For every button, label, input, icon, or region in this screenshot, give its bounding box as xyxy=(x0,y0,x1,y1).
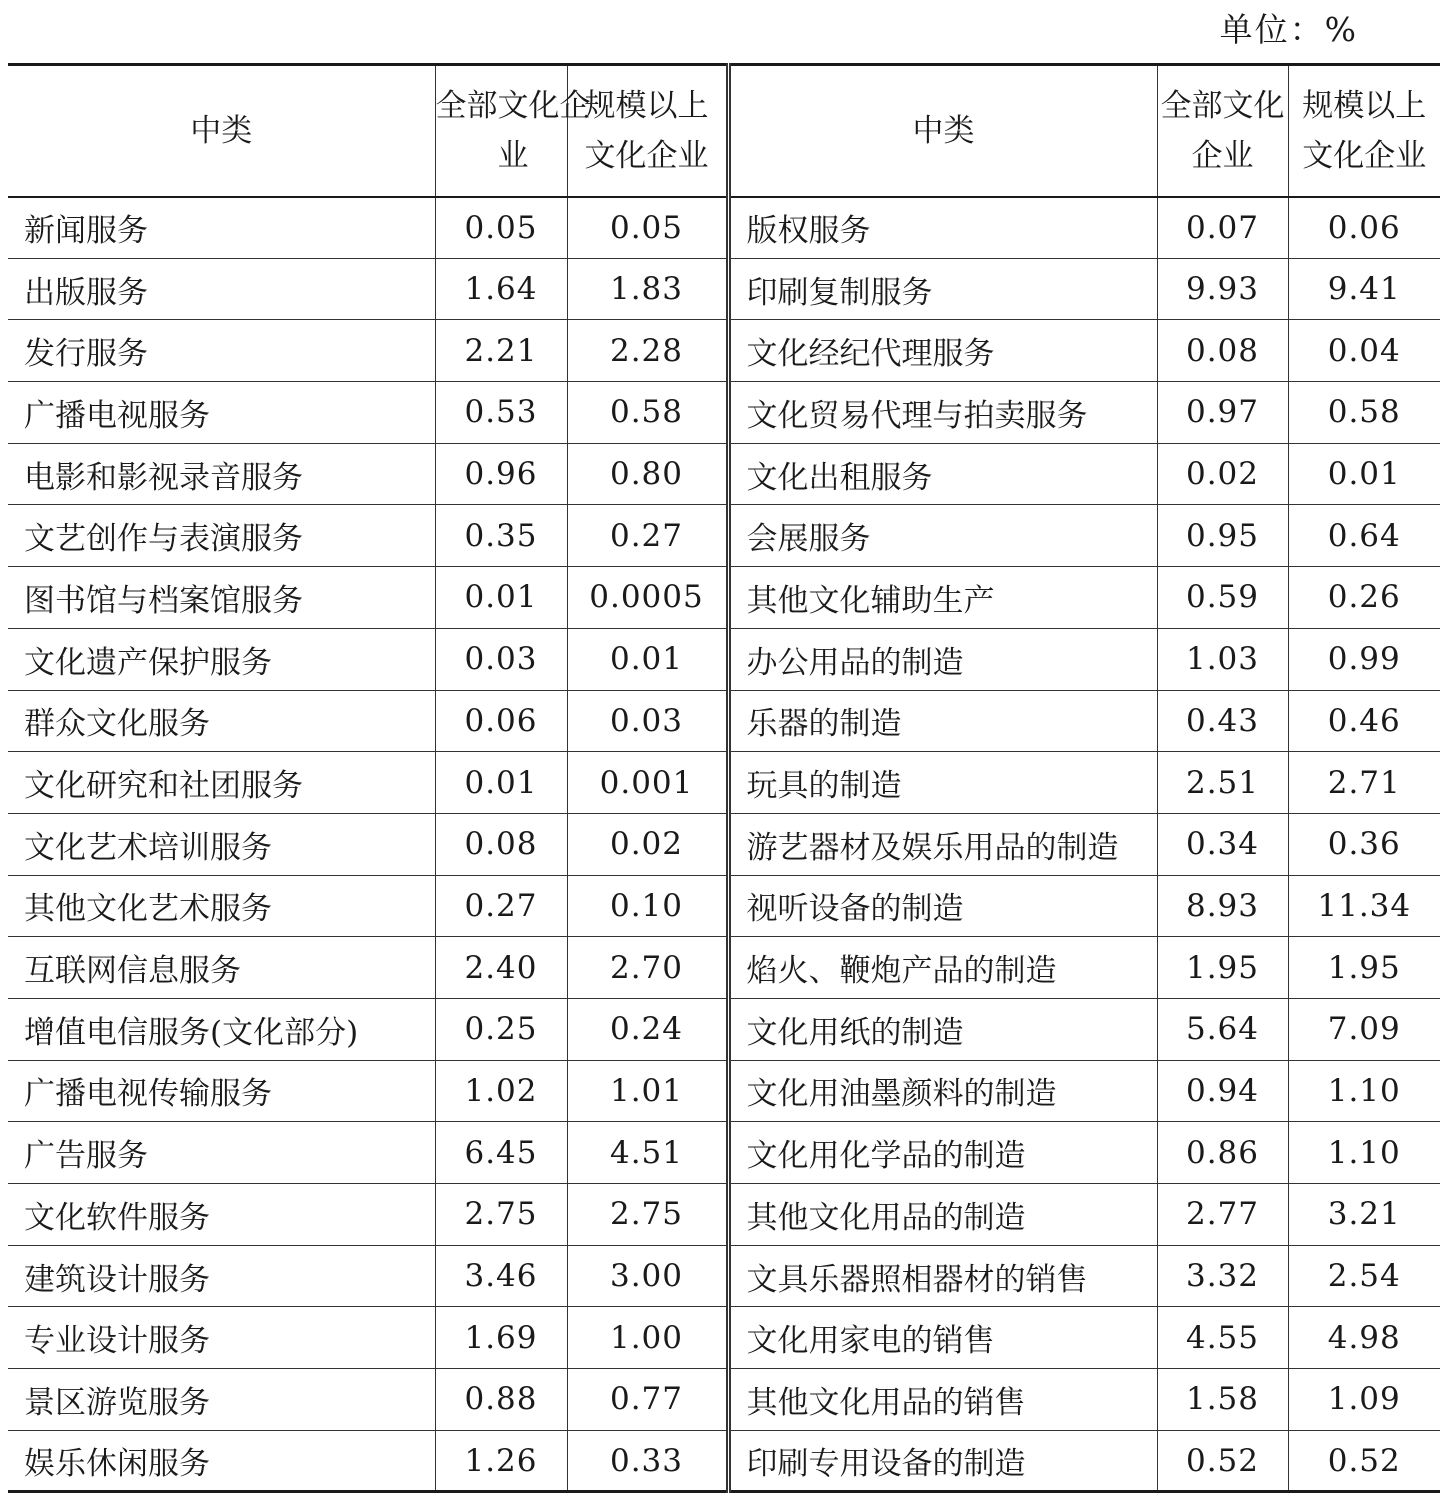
table-row xyxy=(8,197,1440,259)
right-above-scale-value: 4.98 xyxy=(1288,1307,1440,1369)
table-row xyxy=(8,1184,1440,1246)
right-all-value: 0.07 xyxy=(1157,197,1288,259)
left-all-value: 0.01 xyxy=(435,567,567,629)
left-all-value: 0.25 xyxy=(435,998,567,1060)
left-all-value: 0.35 xyxy=(435,505,567,567)
right-category-cell: 文化用油墨颜料的制造 xyxy=(728,1060,1157,1122)
right-above-scale-value: 1.10 xyxy=(1288,1122,1440,1184)
right-all-value: 0.97 xyxy=(1157,382,1288,444)
left-above-scale-value: 1.01 xyxy=(567,1060,728,1122)
right-above-scale-value: 0.01 xyxy=(1288,443,1440,505)
table-row xyxy=(8,1307,1440,1369)
table-row xyxy=(8,443,1440,505)
table-row xyxy=(8,1245,1440,1307)
right-above-scale-value: 0.58 xyxy=(1288,382,1440,444)
header-left-all xyxy=(435,65,591,197)
right-all-value: 9.93 xyxy=(1157,258,1288,320)
left-all-value: 1.64 xyxy=(435,258,567,320)
right-all-value: 1.58 xyxy=(1157,1369,1288,1431)
left-all-value: 0.27 xyxy=(435,875,567,937)
right-all-value: 0.59 xyxy=(1157,567,1288,629)
left-above-scale-value: 0.001 xyxy=(567,752,728,814)
left-above-scale-value: 2.70 xyxy=(567,937,728,999)
right-above-scale-value: 11.34 xyxy=(1288,875,1440,937)
left-all-value: 0.88 xyxy=(435,1369,567,1431)
left-category-cell: 文艺创作与表演服务 xyxy=(8,505,435,567)
right-all-value: 0.94 xyxy=(1157,1060,1288,1122)
right-category-cell: 文化出租服务 xyxy=(728,443,1157,505)
right-above-scale-value: 1.09 xyxy=(1288,1369,1440,1431)
table-body xyxy=(8,197,1440,1492)
table-row xyxy=(8,628,1440,690)
table-row xyxy=(8,1122,1440,1184)
left-above-scale-value: 0.33 xyxy=(567,1430,728,1492)
right-above-scale-value: 1.10 xyxy=(1288,1060,1440,1122)
left-above-scale-value: 0.27 xyxy=(567,505,728,567)
right-all-value: 0.86 xyxy=(1157,1122,1288,1184)
left-category-cell: 其他文化艺术服务 xyxy=(8,875,435,937)
right-category-cell: 会展服务 xyxy=(728,505,1157,567)
left-above-scale-value: 4.51 xyxy=(567,1122,728,1184)
left-category-cell: 群众文化服务 xyxy=(8,690,435,752)
right-category-cell: 办公用品的制造 xyxy=(728,628,1157,690)
right-above-scale-value: 0.26 xyxy=(1288,567,1440,629)
left-all-value: 2.40 xyxy=(435,937,567,999)
right-all-value: 0.43 xyxy=(1157,690,1288,752)
left-all-value: 0.03 xyxy=(435,628,567,690)
right-all-value: 3.32 xyxy=(1157,1245,1288,1307)
right-all-value: 0.34 xyxy=(1157,813,1288,875)
left-above-scale-value: 0.77 xyxy=(567,1369,728,1431)
right-all-value: 4.55 xyxy=(1157,1307,1288,1369)
left-category-cell: 发行服务 xyxy=(8,320,435,382)
table-row xyxy=(8,1369,1440,1431)
left-category-cell: 文化遗产保护服务 xyxy=(8,628,435,690)
header-left-category: 中类 xyxy=(8,65,435,197)
left-above-scale-value: 0.80 xyxy=(567,443,728,505)
left-above-scale-value: 0.05 xyxy=(567,197,728,259)
right-category-cell: 乐器的制造 xyxy=(728,690,1157,752)
left-category-cell: 出版服务 xyxy=(8,258,435,320)
right-above-scale-value: 0.46 xyxy=(1288,690,1440,752)
left-above-scale-value: 0.10 xyxy=(567,875,728,937)
left-all-value: 0.08 xyxy=(435,813,567,875)
right-category-cell: 文化用纸的制造 xyxy=(728,998,1157,1060)
left-category-cell: 图书馆与档案馆服务 xyxy=(8,567,435,629)
header-right-above-scale xyxy=(1288,65,1440,197)
table-row xyxy=(8,998,1440,1060)
header-left-above-scale xyxy=(567,65,728,197)
left-above-scale-value: 1.00 xyxy=(567,1307,728,1369)
left-category-cell: 建筑设计服务 xyxy=(8,1245,435,1307)
table-row xyxy=(8,382,1440,444)
table-row xyxy=(8,690,1440,752)
left-above-scale-value: 1.83 xyxy=(567,258,728,320)
left-category-cell: 娱乐休闲服务 xyxy=(8,1430,435,1492)
left-above-scale-value: 0.01 xyxy=(567,628,728,690)
right-all-value: 8.93 xyxy=(1157,875,1288,937)
table-row xyxy=(8,505,1440,567)
right-all-value: 0.02 xyxy=(1157,443,1288,505)
right-category-cell: 其他文化辅助生产 xyxy=(728,567,1157,629)
right-category-cell: 文化用家电的销售 xyxy=(728,1307,1157,1369)
table-row xyxy=(8,258,1440,320)
left-above-scale-value: 0.24 xyxy=(567,998,728,1060)
right-above-scale-value: 0.06 xyxy=(1288,197,1440,259)
header-right-all xyxy=(1157,65,1288,197)
left-category-cell: 增值电信服务(文化部分) xyxy=(8,998,435,1060)
right-category-cell: 文具乐器照相器材的销售 xyxy=(728,1245,1157,1307)
right-all-value: 0.95 xyxy=(1157,505,1288,567)
right-category-cell: 游艺器材及娱乐用品的制造 xyxy=(728,813,1157,875)
left-category-cell: 互联网信息服务 xyxy=(8,937,435,999)
right-above-scale-value: 0.99 xyxy=(1288,628,1440,690)
header-row xyxy=(8,65,1440,197)
left-category-cell: 广播电视服务 xyxy=(8,382,435,444)
right-all-value: 2.77 xyxy=(1157,1184,1288,1246)
header-right-above-scale-text: 规模以上文化企业 xyxy=(1302,87,1427,174)
left-category-cell: 文化艺术培训服务 xyxy=(8,813,435,875)
left-above-scale-value: 2.75 xyxy=(567,1184,728,1246)
right-category-cell: 版权服务 xyxy=(728,197,1157,259)
header-right-category: 中类 xyxy=(728,65,1157,197)
right-category-cell: 其他文化用品的销售 xyxy=(728,1369,1157,1431)
table-row xyxy=(8,752,1440,814)
right-category-cell: 文化用化学品的制造 xyxy=(728,1122,1157,1184)
left-above-scale-value: 0.58 xyxy=(567,382,728,444)
header-right-all-text: 全部文化企业 xyxy=(1160,87,1285,174)
left-above-scale-value: 0.0005 xyxy=(567,567,728,629)
data-table xyxy=(8,63,1440,1493)
left-category-cell: 广播电视传输服务 xyxy=(8,1060,435,1122)
left-all-value: 0.53 xyxy=(435,382,567,444)
right-above-scale-value: 9.41 xyxy=(1288,258,1440,320)
right-all-value: 0.08 xyxy=(1157,320,1288,382)
left-category-cell: 文化软件服务 xyxy=(8,1184,435,1246)
left-all-value: 2.75 xyxy=(435,1184,567,1246)
left-all-value: 1.26 xyxy=(435,1430,567,1492)
right-above-scale-value: 0.64 xyxy=(1288,505,1440,567)
table-row xyxy=(8,875,1440,937)
left-category-cell: 专业设计服务 xyxy=(8,1307,435,1369)
left-all-value: 0.01 xyxy=(435,752,567,814)
left-above-scale-value: 0.02 xyxy=(567,813,728,875)
right-all-value: 5.64 xyxy=(1157,998,1288,1060)
right-category-cell: 玩具的制造 xyxy=(728,752,1157,814)
table-row xyxy=(8,1430,1440,1492)
left-category-cell: 广告服务 xyxy=(8,1122,435,1184)
right-above-scale-value: 2.54 xyxy=(1288,1245,1440,1307)
left-all-value: 3.46 xyxy=(435,1245,567,1307)
right-above-scale-value: 0.04 xyxy=(1288,320,1440,382)
right-above-scale-value: 0.36 xyxy=(1288,813,1440,875)
right-all-value: 1.03 xyxy=(1157,628,1288,690)
left-all-value: 1.02 xyxy=(435,1060,567,1122)
header-left-all-text: 全部文化企业 xyxy=(435,87,591,174)
table-row xyxy=(8,937,1440,999)
right-category-cell: 文化经纪代理服务 xyxy=(728,320,1157,382)
left-category-cell: 景区游览服务 xyxy=(8,1369,435,1431)
left-all-value: 0.05 xyxy=(435,197,567,259)
right-category-cell: 焰火、鞭炮产品的制造 xyxy=(728,937,1157,999)
left-all-value: 6.45 xyxy=(435,1122,567,1184)
left-all-value: 1.69 xyxy=(435,1307,567,1369)
right-all-value: 2.51 xyxy=(1157,752,1288,814)
right-category-cell: 文化贸易代理与拍卖服务 xyxy=(728,382,1157,444)
right-above-scale-value: 7.09 xyxy=(1288,998,1440,1060)
left-above-scale-value: 3.00 xyxy=(567,1245,728,1307)
left-all-value: 0.06 xyxy=(435,690,567,752)
right-all-value: 0.52 xyxy=(1157,1430,1288,1492)
right-category-cell: 印刷专用设备的制造 xyxy=(728,1430,1157,1492)
unit-label: 单位：% xyxy=(1219,10,1358,49)
table-row xyxy=(8,813,1440,875)
table-row xyxy=(8,1060,1440,1122)
table-row xyxy=(8,320,1440,382)
left-above-scale-value: 2.28 xyxy=(567,320,728,382)
right-above-scale-value: 1.95 xyxy=(1288,937,1440,999)
right-all-value: 1.95 xyxy=(1157,937,1288,999)
right-above-scale-value: 0.52 xyxy=(1288,1430,1440,1492)
right-above-scale-value: 2.71 xyxy=(1288,752,1440,814)
left-category-cell: 文化研究和社团服务 xyxy=(8,752,435,814)
left-category-cell: 新闻服务 xyxy=(8,197,435,259)
left-above-scale-value: 0.03 xyxy=(567,690,728,752)
left-all-value: 2.21 xyxy=(435,320,567,382)
left-category-cell: 电影和影视录音服务 xyxy=(8,443,435,505)
table-row xyxy=(8,567,1440,629)
right-above-scale-value: 3.21 xyxy=(1288,1184,1440,1246)
left-all-value: 0.96 xyxy=(435,443,567,505)
right-category-cell: 印刷复制服务 xyxy=(728,258,1157,320)
right-category-cell: 其他文化用品的制造 xyxy=(728,1184,1157,1246)
header-left-above-scale-text: 规模以上文化企业 xyxy=(584,87,709,174)
right-category-cell: 视听设备的制造 xyxy=(728,875,1157,937)
